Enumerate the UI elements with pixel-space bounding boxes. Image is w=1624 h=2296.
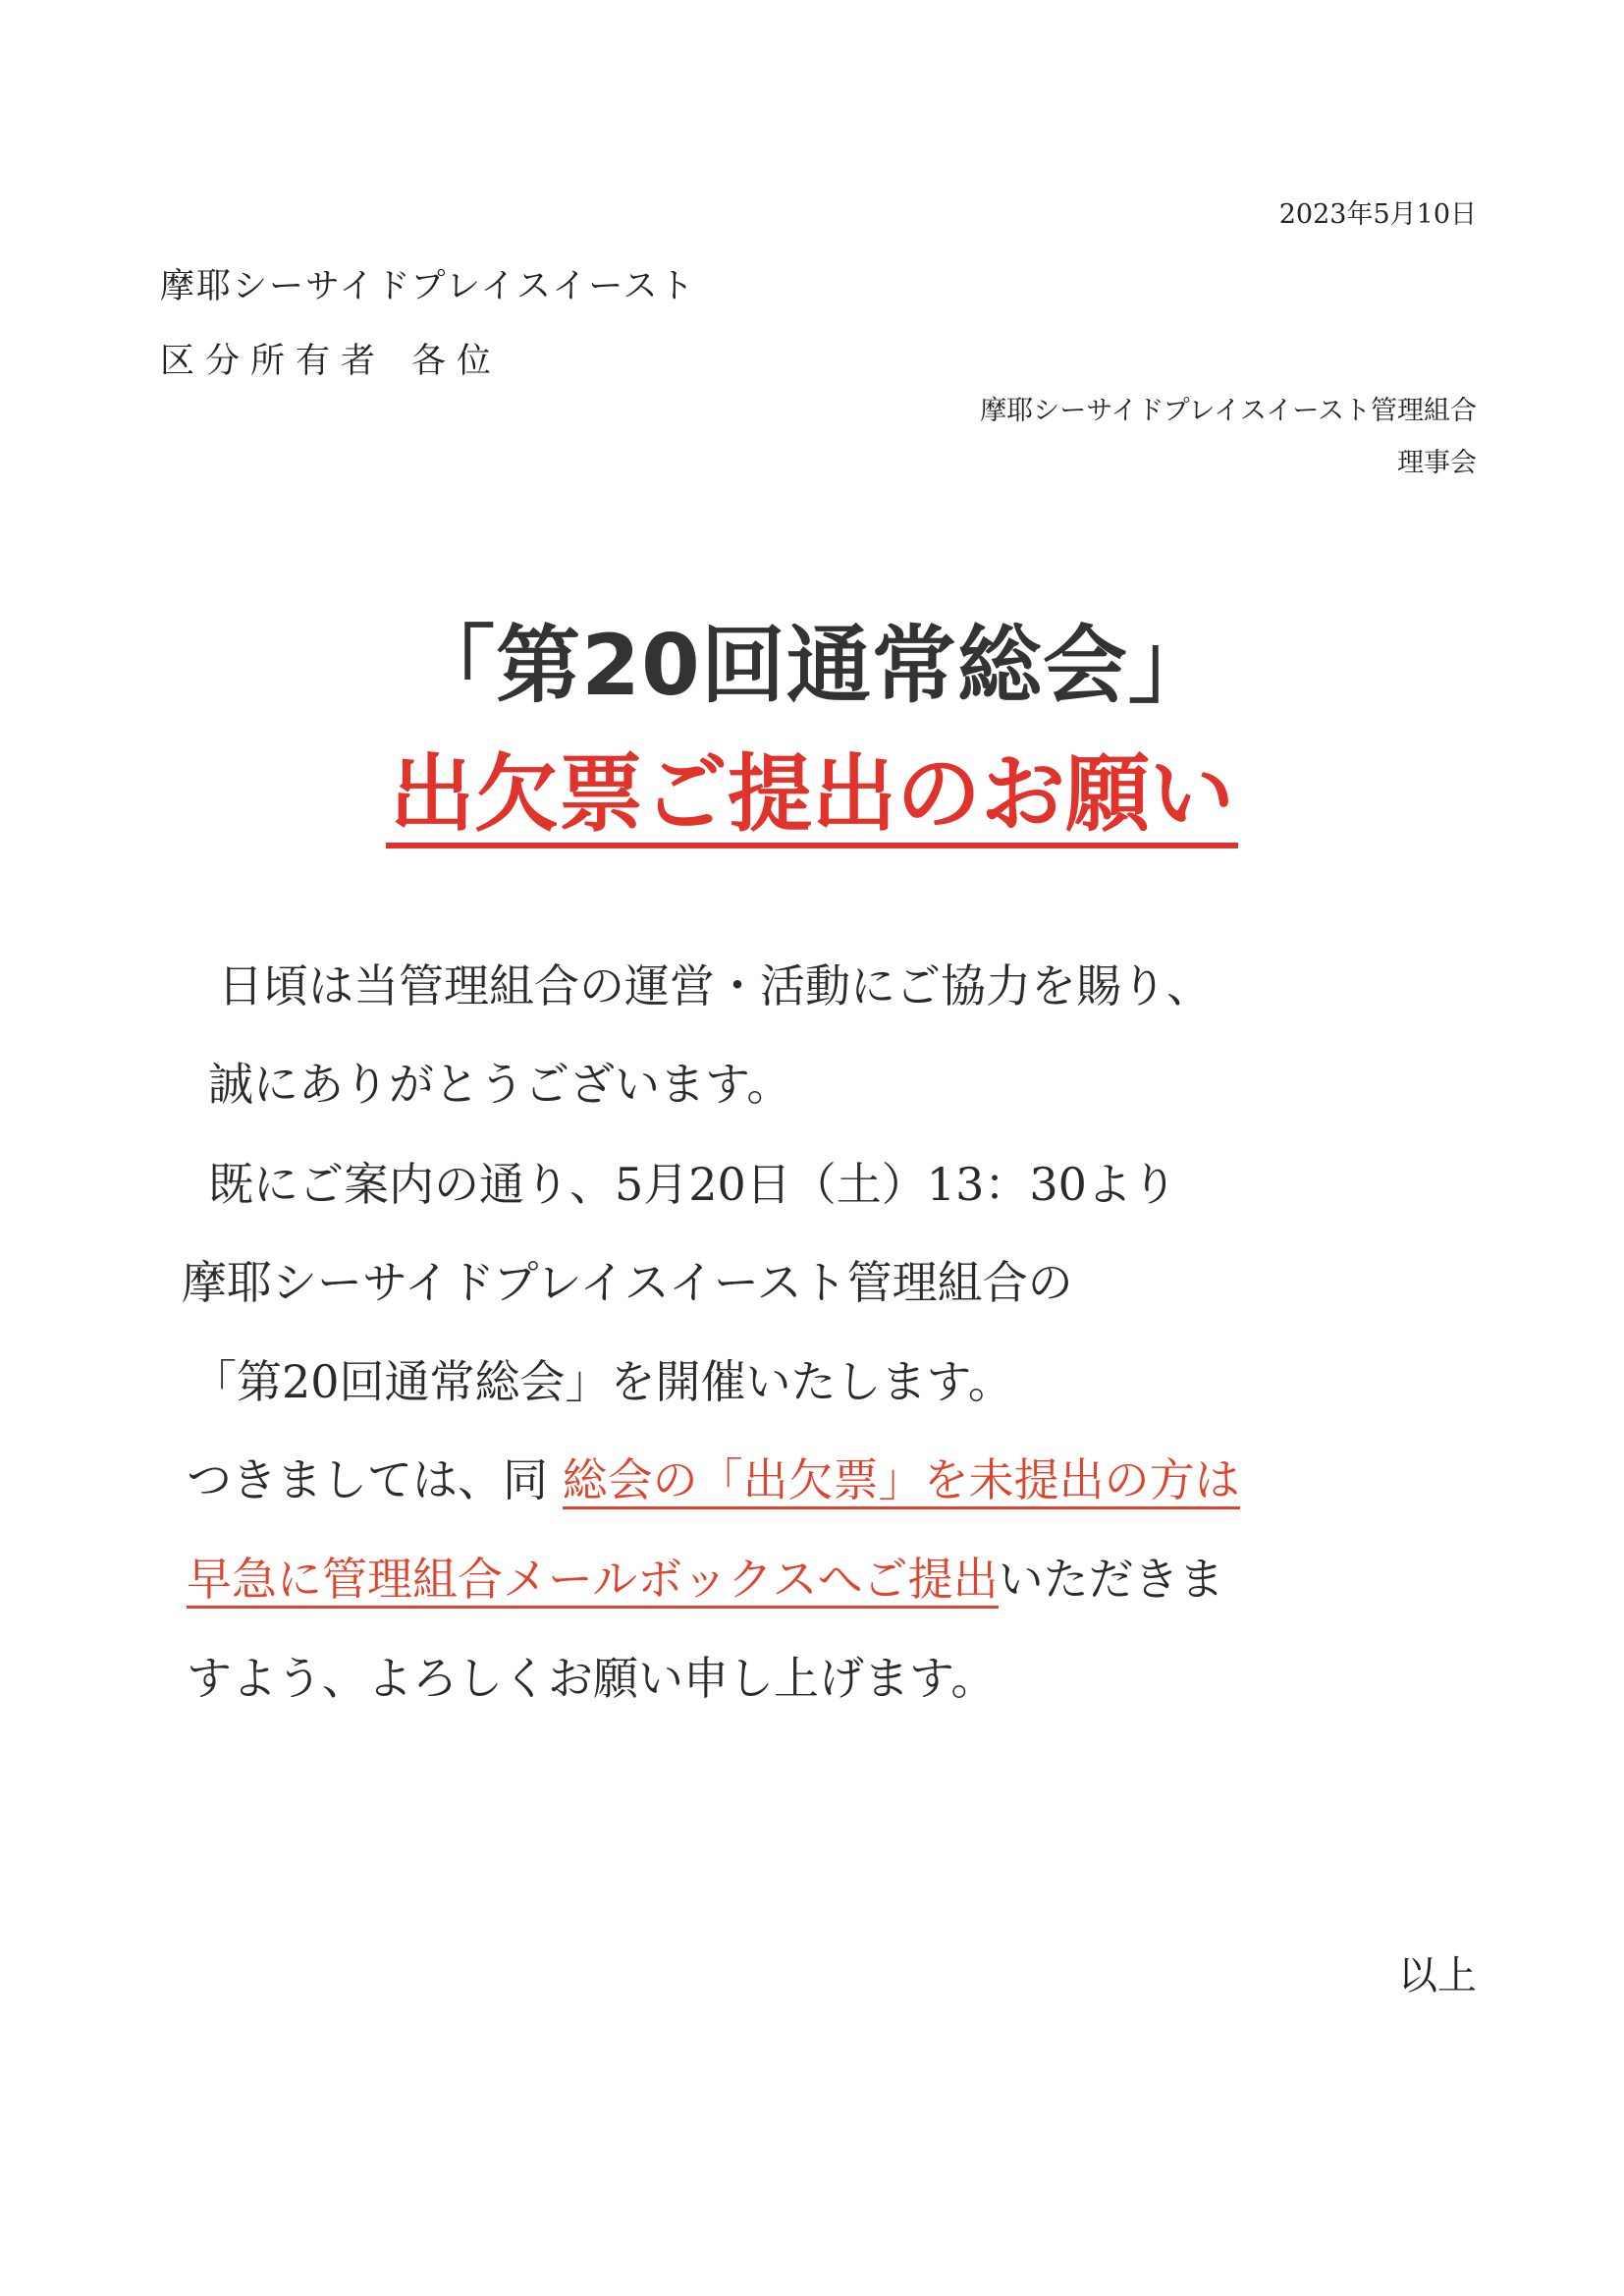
body-line-6 <box>187 1445 1240 1509</box>
notice-subtitle-wrap <box>0 745 1624 848</box>
recipient-owners <box>160 334 502 383</box>
sender-board: 理事会 <box>1397 448 1477 478</box>
notice-subtitle: 出欠票ご提出のお願い <box>386 750 1238 848</box>
body-line-6-plain: つきましては、同 <box>187 1453 548 1506</box>
body-line-1: 日頃は当管理組合の運営・活動にご協力を賜り、 <box>218 959 1212 1012</box>
closing-mark: 以上 <box>1398 1953 1477 1998</box>
body-line-7-plain: いただきま <box>998 1553 1224 1606</box>
body-line-5: 「第20回通常総会」を開催いたします。 <box>191 1355 1013 1408</box>
body-line-6-highlight: 総会の「出欠票」を未提出の方は <box>563 1453 1240 1509</box>
recipient-honorific: 各位 <box>411 342 503 381</box>
recipient-owners-label: 区分所有者 <box>160 342 387 381</box>
body-line-7 <box>187 1544 1224 1609</box>
body-line-7-highlight: 早急に管理組合メールボックスへご提出 <box>187 1553 999 1609</box>
body-line-2: 誠にありがとうございます。 <box>208 1058 792 1111</box>
issue-date: 2023年5月10日 <box>1278 199 1477 230</box>
body-line-4: 摩耶シーサイドプレイスイースト管理組合の <box>182 1256 1073 1309</box>
notice-title: 「第20回通常総会」 <box>410 617 1214 715</box>
body-line-3: 既にご案内の通り、5月20日（土）13：30より <box>208 1158 1177 1211</box>
body-line-8: すよう、よろしくお願い申し上げます。 <box>187 1652 997 1705</box>
sender-association: 摩耶シーサイドプレイスイースト管理組合 <box>980 396 1477 426</box>
recipient-building: 摩耶シーサイドプレイスイースト <box>160 267 696 306</box>
